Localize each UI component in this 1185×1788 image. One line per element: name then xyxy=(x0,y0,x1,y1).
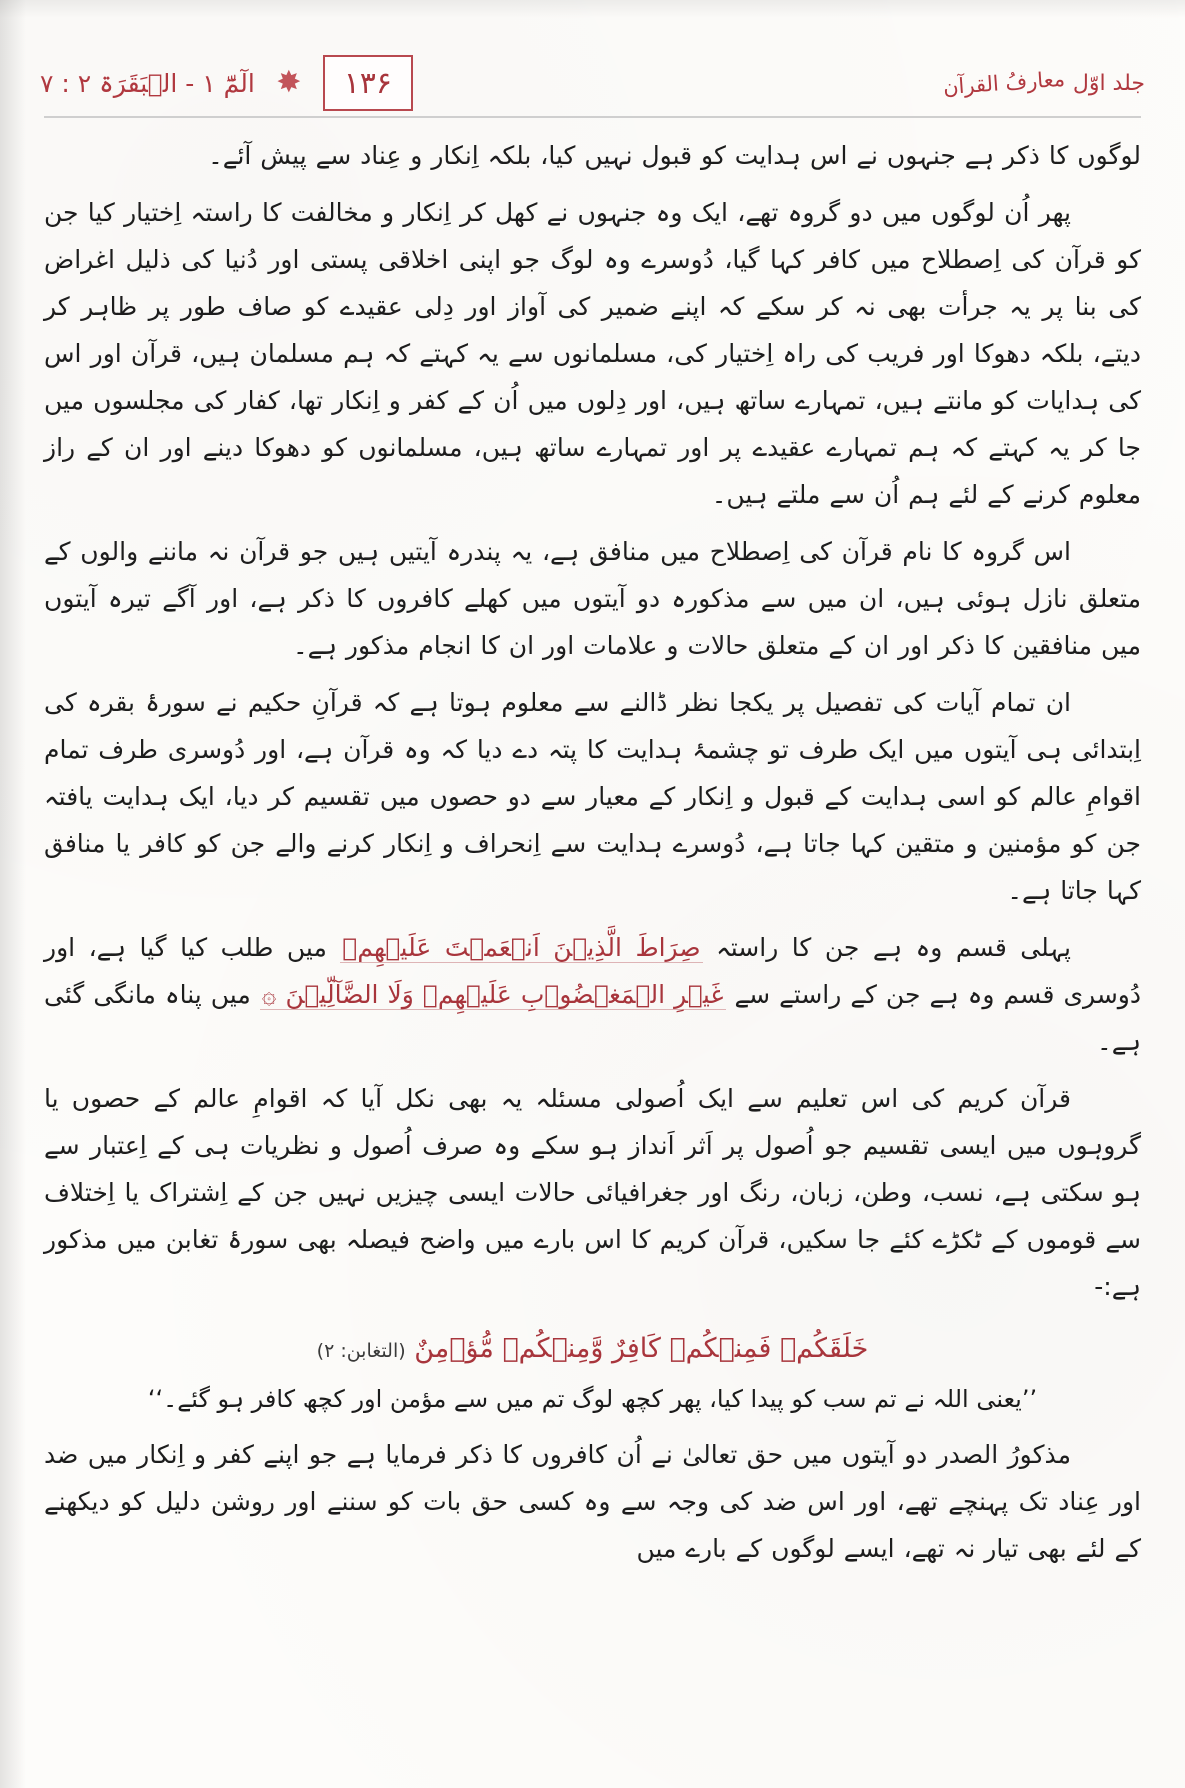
surah-reference: الٓمّٓ ۱ - الۡبَقَرَۃ ۲ : ۷ xyxy=(40,68,255,98)
page-number: ۱۳۶ xyxy=(323,55,413,111)
paragraph-4: ان تمام آیات کی تفصیل پر یکجا نظر ڈالنے سے معلوم ہوتا ہے کہ قرآنِ حکیم نے سورۂ بقرہ کی اِبتدائی ہی آیتوں میں ایک طرف تو چشمۂ ہدایت کا پتہ دے دیا کہ وہ قرآن ہے، اور دُوسری طرف تمام اقوامِ عالم کو اسی ہدایت کے قبول و اِنکار کے معیار سے دو حصوں میں تقسیم کر دیا، ایک ہدایت یافتہ جن کو مؤمنین و متقین کہا جاتا ہے، دُوسرے ہدایت سے اِنحراف و اِنکار کرنے والے جن کو کافر یا منافق کہا جاتا ہے۔ xyxy=(44,688,1141,905)
quote-middle-text: میں طلب کیا گیا ہے، اور دُوسری قسم وہ ہے جن کے راستے سے xyxy=(44,933,1141,1009)
paragraph-3: اس گروہ کا نام قرآن کی اِصطلاح میں منافق ہے، یہ پندرہ آیتیں ہیں جو قرآن نہ ماننے والوں کے متعلق نازل ہوئی ہیں، ان میں سے مذکورہ دو آیتوں میں کھلے کافروں کا ذکر ہے، اور آگے تیرہ آیتوں میں منافقین کا ذکر اور ان کے متعلق حالات و علامات اور ان کا انجام مذکور ہے۔ xyxy=(44,537,1141,660)
paragraph-5: قرآن کریم کی اس تعلیم سے ایک اُصولی مسئلہ یہ بھی نکل آیا کہ اقوامِ عالم کے حصوں یا گروہوں میں ایسی تقسیم جو اُصول پر اَثر اَنداز ہو سکے وہ صرف اُصول و نظریات ہی کے اِعتبار سے ہو سکتی ہے، نسب، وطن، زبان، رنگ اور جغرافیائی حالات ایسی چیزیں نہیں جن کے اِشتراک یا اِختلاف سے قوموں کے ٹکڑے کئے جا سکیں، قرآن کریم کا اس بارے میں واضح فیصلہ بھی سورۂ تغابن میں مذکور ہے:- xyxy=(44,1084,1141,1301)
paragraph-2: پھر اُن لوگوں میں دو گروہ تھے، ایک وہ جنہوں نے کھل کر اِنکار و مخالفت کا راستہ اِختیار کیا جن کو قرآن کی اِصطلاح میں کافر کہا گیا، دُوسرے وہ لوگ جو اپنی اخلاقی پستی اور دُنیا کی ذلیل اغراض کی بنا پر یہ جرأت بھی نہ کر سکے کہ اپنے ضمیر کی آواز اور دِلی عقیدے کو صاف طور پر ظاہر کر دیتے، بلکہ دھوکا اور فریب کی راہ اِختیار کی، مسلمانوں سے یہ کہتے کہ ہم مسلمان ہیں، قرآن اور اس کی ہدایات کو مانتے ہیں، تمہارے ساتھ ہیں، اور دِلوں میں اُن کے کفر و اِنکار تھا، کفار کی مجلسوں میں جا کر یہ کہتے کہ ہم تمہارے عقیدے پر اور تمہارے ساتھ ہیں، مسلمانوں کو دھوکا دینے اور ان کے راز معلوم کرنے کے لئے ہم اُن سے ملتے ہیں۔ xyxy=(44,198,1141,509)
header-divider xyxy=(44,116,1141,118)
paragraph-1: لوگوں کا ذکر ہے جنہوں نے اس ہدایت کو قبول نہیں کیا، بلکہ اِنکار و عِناد سے پیش آئے۔ xyxy=(208,141,1141,170)
ayah-reference: (التغابن: ۲) xyxy=(316,1340,406,1362)
quote-trailing-text: میں پناہ مانگی گئی ہے۔ xyxy=(44,980,1141,1056)
header-right-group xyxy=(40,55,413,111)
header-left-group xyxy=(942,66,1145,100)
page-edge-shadow-top xyxy=(0,0,1185,18)
page-header xyxy=(40,52,1145,114)
paragraph-6: مذکورُ الصدر دو آیتوں میں حق تعالیٰ نے اُن کافروں کا ذکر فرمایا ہے جو اپنے کفر و اِنکار میں ضد اور عِناد تک پہنچے تھے، اور اس ضد کی وجہ سے وہ کسی حق بات کو سننے اور روشن دلیل کو دیکھنے کے لئے بھی تیار نہ تھے، ایسے لوگوں کے بارے میں xyxy=(44,1440,1141,1564)
floral-star-ornament-icon: ✸ xyxy=(276,65,302,100)
ayah-block xyxy=(44,1326,1141,1372)
quran-phrase-sirat: صِرَاطَ الَّذِيۡنَ اَنۡعَمۡتَ عَلَيۡهِمۡ xyxy=(342,933,701,962)
paragraph-with-quranic-quotes xyxy=(44,924,1141,1065)
book-logo: معارفُ القرآن xyxy=(942,66,1066,100)
quote-lead-text: پہلی قسم وہ ہے جن کا راستہ xyxy=(702,933,1072,962)
volume-label: جلد اوّل xyxy=(1072,70,1145,96)
page-body xyxy=(44,132,1141,1748)
page-edge-shadow-left xyxy=(0,0,26,1788)
quran-phrase-ghayr-maghdub: غَيۡرِ الۡمَغۡضُوۡبِ عَلَيۡهِمۡ وَلَا الضَّآلِّيۡنَ ۞ xyxy=(261,980,724,1009)
ayah-text: خَلَقَكُمۡ فَمِنۡكُمۡ كَافِرٌ وَّمِنۡكُمۡ مُّؤۡمِنٌ xyxy=(414,1333,869,1364)
ayah-translation: ’’یعنی اللہ نے تم سب کو پیدا کیا، پھر کچھ لوگ تم میں سے مؤمن اور کچھ کافر ہو گئے۔‘‘ xyxy=(147,1384,1038,1413)
